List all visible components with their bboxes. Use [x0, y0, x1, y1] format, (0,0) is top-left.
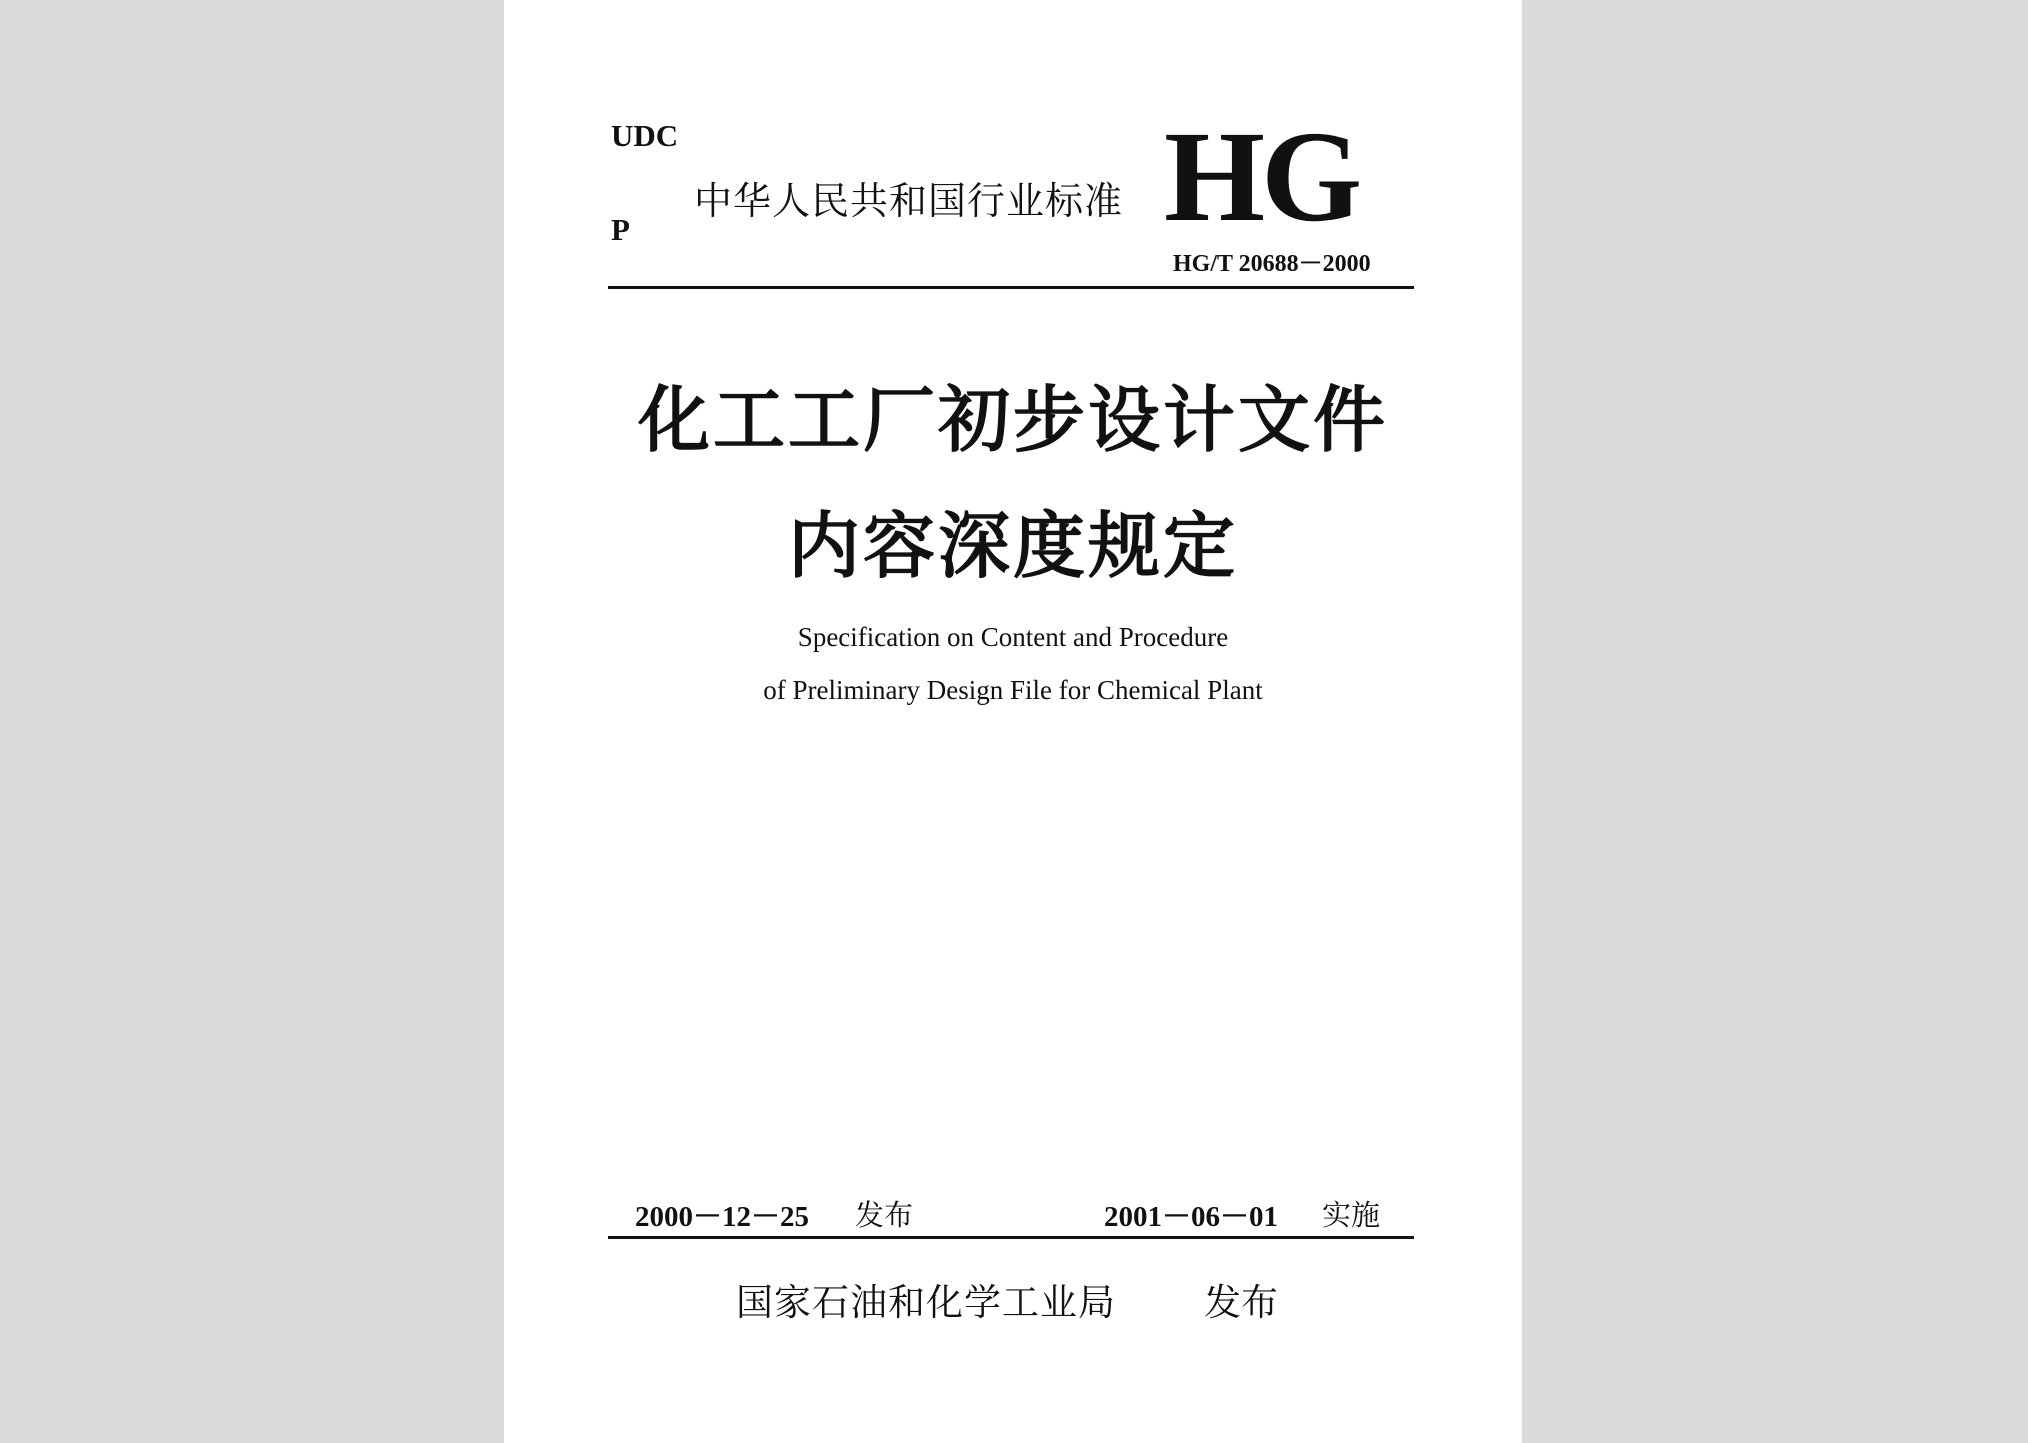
hg-logo: HG	[1164, 105, 1359, 249]
issuer-name: 国家石油和化学工业局	[736, 1281, 1116, 1324]
publish-label: 发布	[855, 1198, 914, 1232]
document-page	[504, 0, 1522, 1443]
title-cn-line2: 内容深度规定	[787, 504, 1238, 588]
standard-code: HG/T 20688－2000	[1173, 251, 1371, 277]
issuer-action: 发布	[1204, 1281, 1278, 1324]
udc-label: UDC	[611, 118, 679, 153]
standard-name: 中华人民共和国行业标准	[694, 179, 1124, 223]
p-label: P	[611, 212, 630, 247]
title-cn-line1: 化工工厂初步设计文件	[637, 378, 1388, 462]
effective-date: 2001－06－01	[1104, 1201, 1279, 1233]
title-en-line2: of Preliminary Design File for Chemical Plant	[763, 675, 1263, 705]
footer-divider	[608, 1236, 1414, 1239]
effective-label: 实施	[1322, 1198, 1381, 1232]
title-en-line1: Specification on Content and Procedure	[797, 622, 1229, 652]
publish-date: 2000－12－25	[635, 1201, 810, 1233]
header-divider	[608, 286, 1414, 289]
